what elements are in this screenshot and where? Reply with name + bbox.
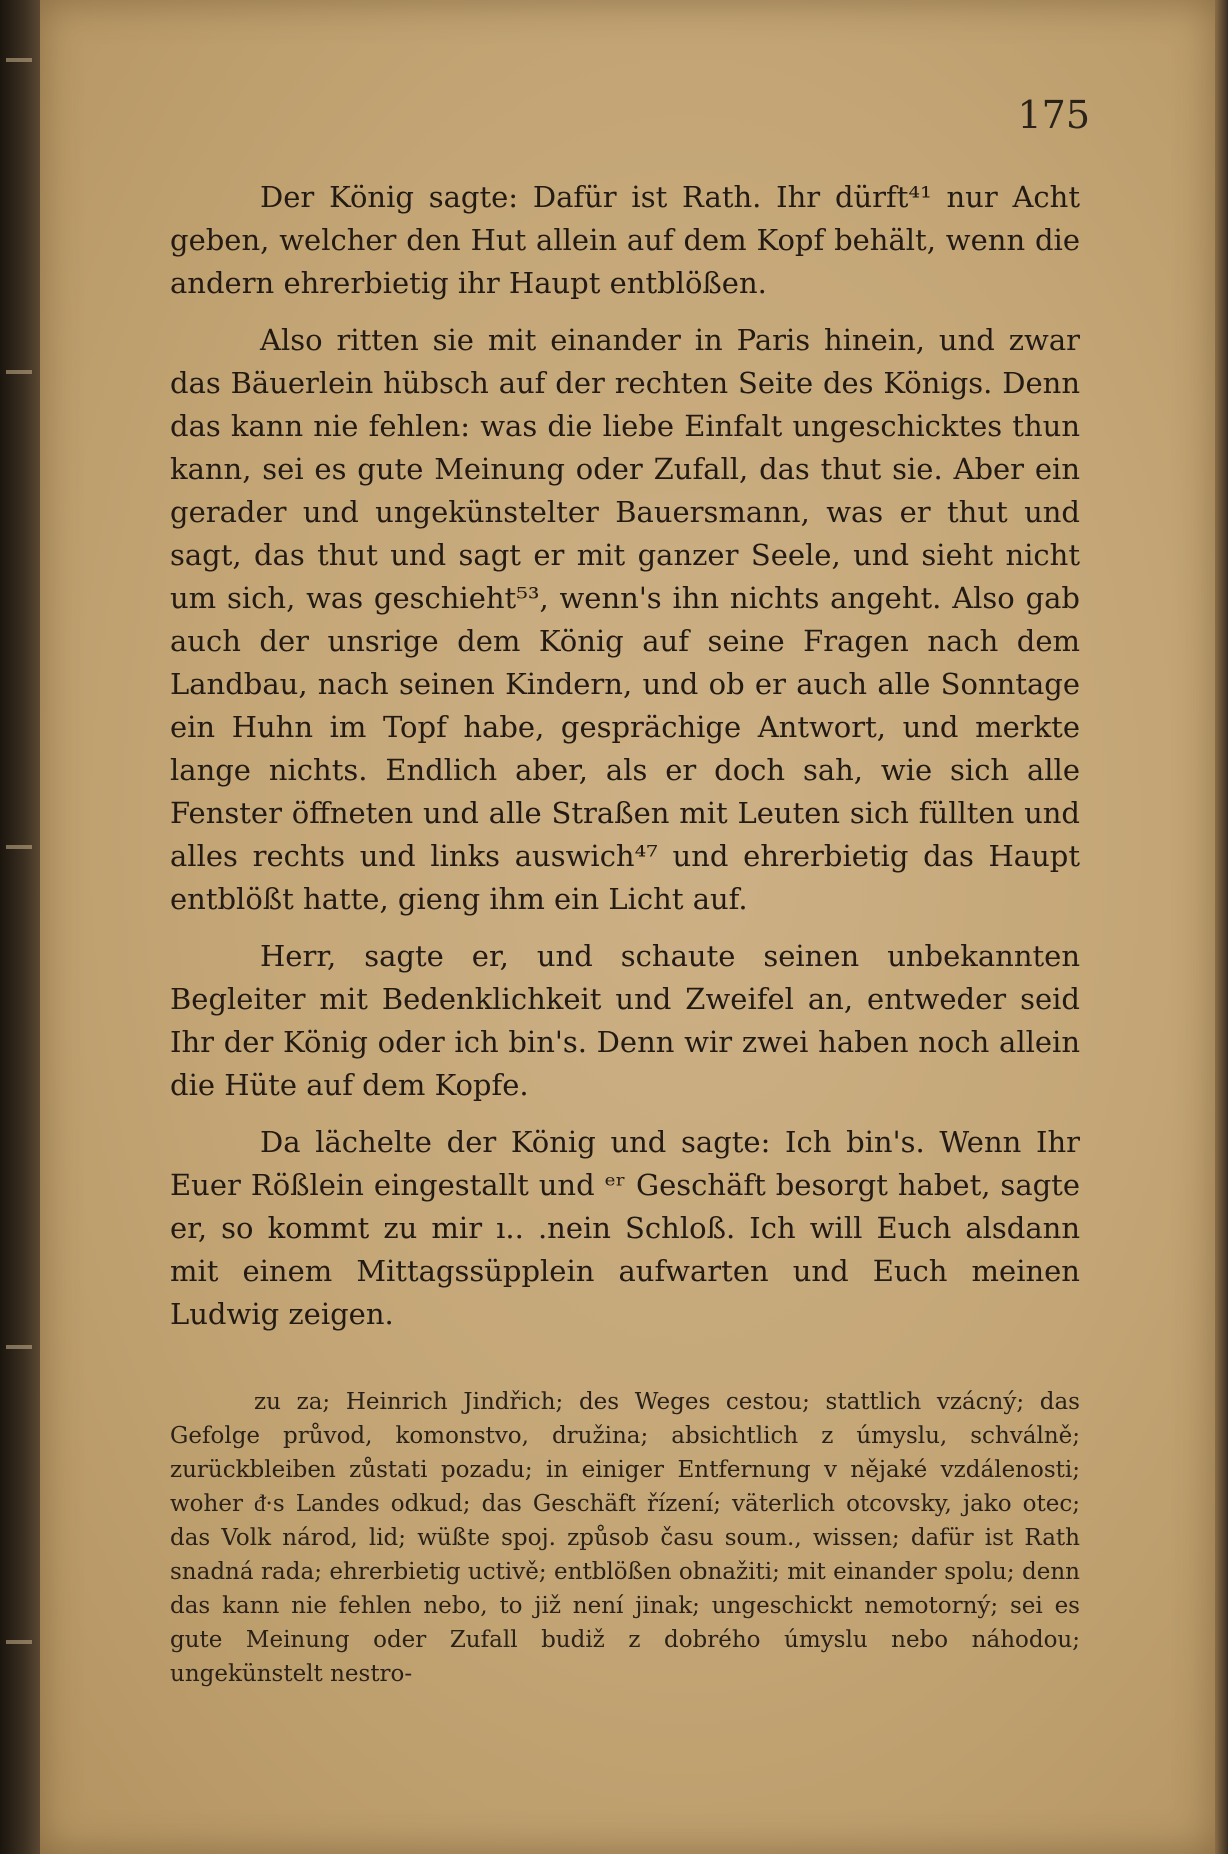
spine-mark xyxy=(6,1640,32,1644)
vocabulary-footnote: zu za; Heinrich Jindřich; des Weges cestou; stattlich vzácný; das Gefolge průvod, komonstvo, družina; absichtlich z úmyslu, schválně; zurückbleiben zůstati pozadu; in einiger Entfernung v nějaké vzdálenosti; woher ᵭ·s Landes odkud; das Geschäft řízení; väterlich otcovsky, jako otec; das Volk národ, lid; wüßte spoj. způsob času soum., wissen; dafür ist Rath snadná rada; ehrerbietig uctivě; entblößen obnažiti; mit einander spolu; denn das kann nie fehlen nebo, to již není jinak; ungeschickt nemotorný; sei es gute Meinung oder Zufall budiž z dobrého úmyslu nebo náhodou; ungekünstelt nestro- xyxy=(170,1389,1080,1687)
spine-mark xyxy=(6,845,32,849)
paragraph: Also ritten sie mit einander in Paris hinein, und zwar das Bäuerlein hübsch auf der rechten Seite des Königs. Denn das kann nie fehlen: was die liebe Einfalt ungeschicktes thun kann, sei es gute Meinung oder Zufall, das thut sie. Aber ein gerader und ungekünstelter Bauersmann, was er thut und sagt, das thut und sagt er mit ganzer Seele, und sieht nicht um sich, was geschieht⁵³, wenn's ihn nichts angeht. Also gab auch der unsrige dem König auf seine Fragen nach dem Landbau, nach seinen Kindern, und ob er auch alle Sonntage ein Huhn im Topf habe, gesprächige Antwort, und merkte lange nichts. Endlich aber, als er doch sah, wie sich alle Fenster öffneten und alle Straßen mit Leuten sich füllten und alles rechts und links auswich⁴⁷ und ehrerbietig das Haupt entblößt hatte, gieng ihm ein Licht auf. xyxy=(170,323,1080,916)
paragraph: Der König sagte: Dafür ist Rath. Ihr dürft⁴¹ nur Acht geben, welcher den Hut allein auf dem Kopf behält, wenn die andern ehrerbietig ihr Haupt entblößen. xyxy=(170,180,1080,300)
spine-mark xyxy=(6,370,32,374)
spine-mark xyxy=(6,1345,32,1349)
book-spine-edge xyxy=(0,0,40,1854)
page-right-edge xyxy=(1215,0,1228,1854)
page-number: 175 xyxy=(1017,93,1090,137)
spine-mark xyxy=(6,58,32,62)
main-text xyxy=(170,176,1080,1350)
paragraph: Da lächelte der König und sagte: Ich bin's. Wenn Ihr Euer Rößlein eingestallt und ᵉʳ Geschäft besorgt habet, sagte er, so kommt zu mir ı.. .nein Schloß. Ich will Euch alsdann mit einem Mittagssüpplein aufwarten und Euch meinen Ludwig zeigen. xyxy=(170,1125,1080,1331)
paragraph: Herr, sagte er, und schaute seinen unbekannten Begleiter mit Bedenklichkeit und Zweifel an, entweder seid Ihr der König oder ich bin's. Denn wir zwei haben noch allein die Hüte auf dem Kopfe. xyxy=(170,939,1080,1102)
